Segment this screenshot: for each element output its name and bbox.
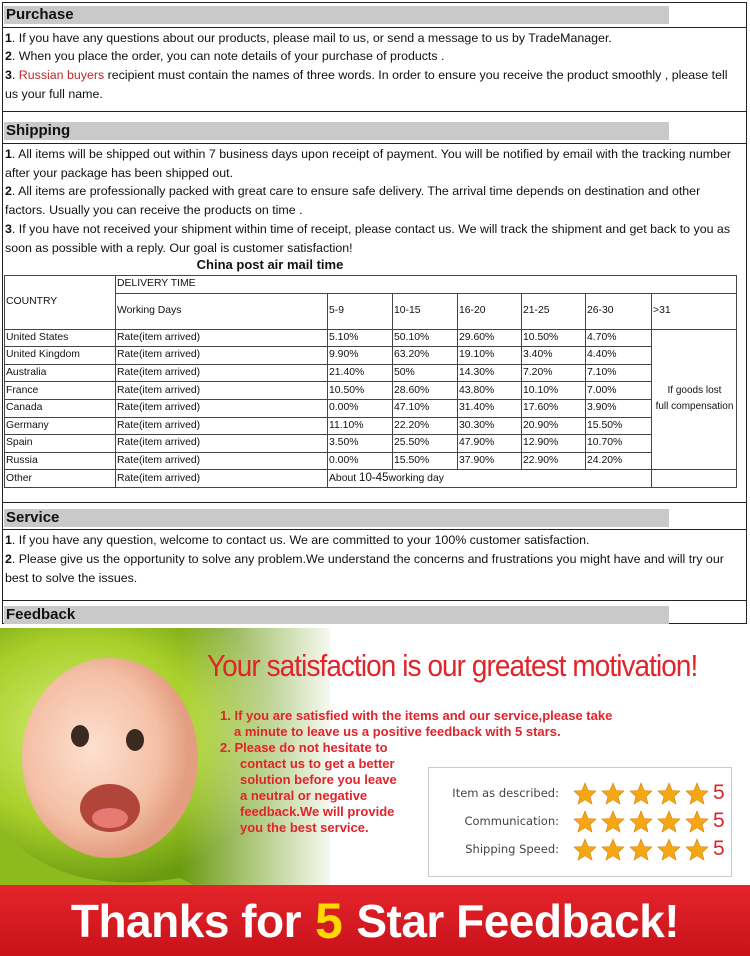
item-text: . When you place the order, you can note details of your purchase of products . xyxy=(11,49,445,63)
rate-label-cell: Rate(item arrived) xyxy=(116,435,328,453)
star-icon xyxy=(685,838,709,861)
purchase-item-3 xyxy=(5,66,740,104)
banner-headline: Your satisfaction is our greatest motivation! xyxy=(207,648,698,683)
rate-value-cell: 43.80% xyxy=(458,382,522,400)
star-icon xyxy=(573,782,597,805)
rate-value-cell: 4.40% xyxy=(586,347,652,365)
item-number: 2 xyxy=(5,552,12,566)
rate-value-cell: 22.90% xyxy=(522,452,586,470)
item-number: 1 xyxy=(5,31,12,45)
item-number: 3 xyxy=(5,68,12,82)
rate-value-cell: 7.20% xyxy=(522,364,586,382)
rate-value-cell: 7.10% xyxy=(586,364,652,382)
country-cell: France xyxy=(5,382,116,400)
rate-value-cell: 47.90% xyxy=(458,435,522,453)
rate-value-cell: 31.40% xyxy=(458,399,522,417)
rate-value-cell: 3.40% xyxy=(522,347,586,365)
item-text: . If you have any question, welcome to contact us. We are committed to your 100% customer satisfaction. xyxy=(11,533,590,547)
rate-value-cell: 15.50% xyxy=(393,452,458,470)
rate-value-cell: 15.50% xyxy=(586,417,652,435)
thanks-number: 5 xyxy=(315,892,343,949)
rate-value-cell: 0.00% xyxy=(328,452,393,470)
divider xyxy=(2,529,747,530)
compensation-cell xyxy=(652,329,737,470)
rating-panel xyxy=(428,767,732,877)
rating-row-shipping-speed xyxy=(441,838,725,860)
thanks-text: Thanks for xyxy=(70,894,302,947)
star-icon xyxy=(629,810,653,833)
rate-value-cell: 7.00% xyxy=(586,382,652,400)
shipping-item-2 xyxy=(5,182,740,220)
rate-value-cell: 50% xyxy=(393,364,458,382)
point-line: solution before you leave xyxy=(240,772,397,787)
thanks-banner xyxy=(0,885,750,956)
rate-value-cell: 4.70% xyxy=(586,329,652,347)
item-text: . Please give us the opportunity to solve any problem.We understand the concerns and frustrations you might have and will try our best to solve the issues. xyxy=(5,552,724,585)
feedback-point-1 xyxy=(220,708,612,740)
country-cell: Spain xyxy=(5,435,116,453)
note-text: About xyxy=(329,473,360,485)
rate-label-cell: Rate(item arrived) xyxy=(116,382,328,400)
rate-label-cell: Rate(item arrived) xyxy=(116,452,328,470)
star-icon xyxy=(657,838,681,861)
country-cell: Other xyxy=(5,470,116,488)
point-line: contact us to get a better xyxy=(240,756,395,771)
rate-value-cell: 47.10% xyxy=(393,399,458,417)
rate-value-cell: 21.40% xyxy=(328,364,393,382)
star-icon xyxy=(629,782,653,805)
star-icon xyxy=(685,782,709,805)
purchase-item-1 xyxy=(5,29,740,48)
rate-value-cell: 5.10% xyxy=(328,329,393,347)
range-header: 16-20 xyxy=(458,293,522,329)
point-line: a minute to leave us a positive feedback with 5 stars. xyxy=(234,724,561,739)
table-row xyxy=(5,399,737,417)
rate-value-cell: 19.10% xyxy=(458,347,522,365)
shipping-item-1 xyxy=(5,145,740,183)
table-row xyxy=(5,329,737,347)
rating-label: Communication: xyxy=(464,814,559,828)
rating-score: 5 xyxy=(713,809,725,832)
country-header: COUNTRY xyxy=(5,276,116,330)
point-line: 1. If you are satisfied with the items and our service,please take xyxy=(220,708,613,723)
service-item-2 xyxy=(5,550,740,588)
rate-value-cell: 29.60% xyxy=(458,329,522,347)
shipping-item-3 xyxy=(5,220,740,258)
item-number: 3 xyxy=(5,222,12,236)
compensation-text: full compensation xyxy=(655,401,734,413)
rate-label-cell: Rate(item arrived) xyxy=(116,329,328,347)
rate-value-cell: 28.60% xyxy=(393,382,458,400)
rating-row-communication xyxy=(441,810,725,832)
rate-value-cell: 0.00% xyxy=(328,399,393,417)
feedback-banner xyxy=(0,628,750,956)
rate-label-cell: Rate(item arrived) xyxy=(116,364,328,382)
range-header: 10-15 xyxy=(393,293,458,329)
rate-value-cell: 3.50% xyxy=(328,435,393,453)
rate-value-cell: 30.30% xyxy=(458,417,522,435)
star-rating xyxy=(573,838,709,861)
star-icon xyxy=(573,838,597,861)
note-text: working day xyxy=(388,473,444,485)
divider xyxy=(2,143,747,144)
compensation-text: If goods lost xyxy=(667,385,722,397)
point-line: feedback.We will provide xyxy=(240,804,395,819)
shipping-heading: Shipping xyxy=(4,122,669,140)
rate-value-cell: 3.90% xyxy=(586,399,652,417)
star-icon xyxy=(601,782,625,805)
rate-label-cell: Rate(item arrived) xyxy=(116,347,328,365)
rate-value-cell: 12.90% xyxy=(522,435,586,453)
rate-value-cell: 25.50% xyxy=(393,435,458,453)
divider xyxy=(2,27,747,28)
item-text: . All items will be shipped out within 7 business days upon receipt of payment. You will be notified by email with the tracking number after your package has been shipped out. xyxy=(5,147,731,180)
range-header: >31 xyxy=(652,293,737,329)
country-cell: Russia xyxy=(5,452,116,470)
working-days-header: Working Days xyxy=(116,293,328,329)
rate-value-cell: 10.70% xyxy=(586,435,652,453)
range-header: 26-30 xyxy=(586,293,652,329)
star-icon xyxy=(685,810,709,833)
item-number: 1 xyxy=(5,147,12,161)
rating-label: Shipping Speed: xyxy=(465,842,559,856)
table-row xyxy=(5,347,737,365)
item-text: . If you have any questions about our products, please mail to us, or send a message to us by TradeManager. xyxy=(11,31,612,45)
rating-score: 5 xyxy=(713,781,725,804)
star-icon xyxy=(629,838,653,861)
rate-label-cell: Rate(item arrived) xyxy=(116,470,328,488)
rating-score: 5 xyxy=(713,837,725,860)
star-icon xyxy=(601,810,625,833)
star-icon xyxy=(573,810,597,833)
point-line: a neutral or negative xyxy=(240,788,368,803)
header-spacer xyxy=(652,276,737,294)
russian-buyers-highlight: Russian buyers xyxy=(18,68,105,82)
purchase-heading: Purchase xyxy=(4,6,669,24)
table-row-other xyxy=(5,470,737,488)
item-text: . All items are professionally packed with great care to ensure safe delivery. The arrival time depends on destination and other factors. Usually you can receive the products on time . xyxy=(5,184,701,217)
shipping-time-table xyxy=(4,275,737,488)
feedback-heading: Feedback xyxy=(4,606,669,624)
table-row xyxy=(5,435,737,453)
table-row xyxy=(5,452,737,470)
thanks-text: Star Feedback! xyxy=(356,894,680,947)
rate-value-cell: 9.90% xyxy=(328,347,393,365)
rate-value-cell: 50.10% xyxy=(393,329,458,347)
other-note-cell xyxy=(328,470,652,488)
item-number: 2 xyxy=(5,49,12,63)
country-cell: United States xyxy=(5,329,116,347)
star-rating xyxy=(573,782,709,805)
item-number: 2 xyxy=(5,184,12,198)
rating-label: Item as described: xyxy=(452,786,559,800)
note-days: 10-45 xyxy=(359,472,389,485)
rate-value-cell: 10.10% xyxy=(522,382,586,400)
range-header: 21-25 xyxy=(522,293,586,329)
range-header: 5-9 xyxy=(328,293,393,329)
rate-value-cell: 14.30% xyxy=(458,364,522,382)
rating-row-item-described xyxy=(441,782,725,804)
star-icon xyxy=(601,838,625,861)
star-icon xyxy=(657,810,681,833)
rate-value-cell: 37.90% xyxy=(458,452,522,470)
star-icon xyxy=(657,782,681,805)
star-rating xyxy=(573,810,709,833)
country-cell: United Kingdom xyxy=(5,347,116,365)
item-text: recipient must contain the names of three words. In order to ensure you receive the product smoothly , please tell us your full name. xyxy=(5,68,728,101)
divider xyxy=(2,502,747,503)
rate-value-cell: 11.10% xyxy=(328,417,393,435)
item-text: . If you have not received your shipment within time of receipt, please contact us. We will track the shipment and get back to you as soon as possible with a reply. Our goal is customer satisfaction! xyxy=(5,222,731,255)
item-text: . xyxy=(11,68,19,82)
empty-cell xyxy=(652,470,737,488)
table-row xyxy=(5,417,737,435)
rate-value-cell: 20.90% xyxy=(522,417,586,435)
rate-value-cell: 22.20% xyxy=(393,417,458,435)
country-cell: Germany xyxy=(5,417,116,435)
country-cell: Canada xyxy=(5,399,116,417)
country-cell: Australia xyxy=(5,364,116,382)
service-heading: Service xyxy=(4,509,669,527)
table-row xyxy=(5,382,737,400)
delivery-time-header: DELIVERY TIME xyxy=(116,276,652,294)
table-row xyxy=(5,364,737,382)
rate-value-cell: 10.50% xyxy=(522,329,586,347)
rate-label-cell: Rate(item arrived) xyxy=(116,417,328,435)
divider xyxy=(2,111,747,112)
rate-label-cell: Rate(item arrived) xyxy=(116,399,328,417)
rate-value-cell: 63.20% xyxy=(393,347,458,365)
service-item-1 xyxy=(5,531,740,550)
item-number: 1 xyxy=(5,533,12,547)
purchase-item-2 xyxy=(5,47,740,66)
rate-value-cell: 24.20% xyxy=(586,452,652,470)
point-line: 2. Please do not hesitate to xyxy=(220,740,388,755)
feedback-point-2 xyxy=(220,740,397,836)
rate-value-cell: 10.50% xyxy=(328,382,393,400)
point-line: you the best service. xyxy=(240,820,369,835)
divider xyxy=(2,600,747,601)
rate-value-cell: 17.60% xyxy=(522,399,586,417)
table-title: China post air mail time xyxy=(196,257,344,272)
